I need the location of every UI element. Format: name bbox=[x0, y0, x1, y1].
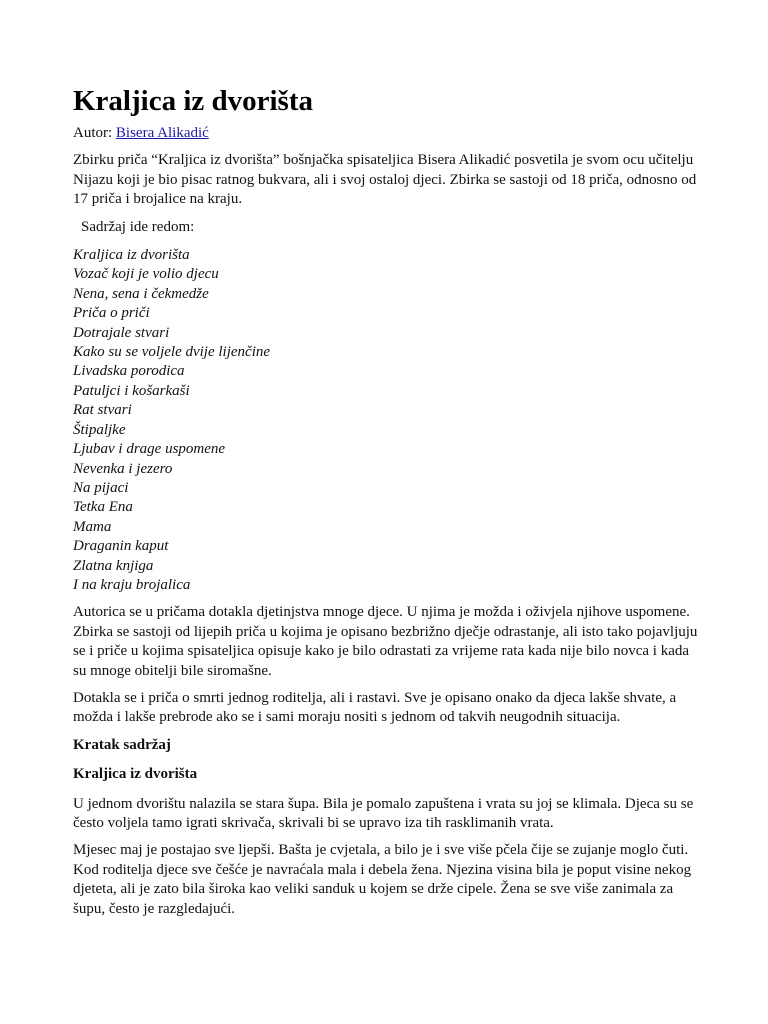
toc-item: Priča o priči bbox=[73, 305, 150, 322]
summary-heading: Kratak sadržaj bbox=[73, 736, 171, 753]
body-paragraph: Autorica se u pričama dotakla djetinjstva mnoge djece. U njima je možda i oživjela njihove uspomene. Zbirka se sastoji od lijepih priča u kojima je opisano bezbrižno dječje odrastanje, ali isto tako pojavljuju se i priče u kojima spisateljica opisuje kako je bilo odrastati za vrijeme rata kada nije bilo novca i kada su mnoge obitelji bile siromašne. bbox=[73, 604, 698, 679]
toc-list bbox=[73, 246, 698, 595]
toc-item: Zlatna knjiga bbox=[73, 557, 154, 574]
toc-item: Nevenka i jezero bbox=[73, 460, 173, 477]
author-line bbox=[73, 124, 698, 143]
toc-item: Ljubav i drage uspomene bbox=[73, 441, 226, 458]
body-paragraph: Dotakla se i priča o smrti jednog roditelja, ali i rastavi. Sve je opisano onako da djeca lakše shvate, a možda i lakše prebrode ako se i sami moraju nositi s jednom od takvih neugodnih situacija. bbox=[73, 689, 677, 726]
toc-item: Mama bbox=[73, 518, 112, 535]
story-paragraph: Mjesec maj je postajao sve ljepši. Bašta je cvjetala, a bilo je i sve više pčela čije se zujanje moglo čuti. Kod roditelja djece sve češće je navraćala mala i debela žena. Njezina visina bila je poput visine nekog djeteta, ali je zato bila široka kao veliki sanduk u kojem se drže cipele. Žena se sve više zanimala za šupu, često je razgledajući. bbox=[73, 842, 692, 917]
toc-item: Patuljci i košarkaši bbox=[73, 382, 190, 399]
toc-item: Rat stvari bbox=[73, 402, 132, 419]
page-title: Kraljica iz dvorišta bbox=[73, 85, 314, 117]
toc-item: Dotrajale stvari bbox=[73, 324, 170, 341]
toc-item: Na pijaci bbox=[73, 479, 129, 496]
toc-item: Kraljica iz dvorišta bbox=[73, 247, 190, 264]
author-link[interactable]: Bisera Alikadić bbox=[115, 125, 209, 141]
toc-item: Tetka Ena bbox=[73, 499, 133, 516]
document-page bbox=[73, 84, 698, 927]
toc-item: Kako su se voljele dvije lijenčine bbox=[73, 344, 271, 361]
author-label: Autor: bbox=[73, 125, 113, 141]
toc-item: Livadska porodica bbox=[73, 363, 185, 380]
toc-item: Štipaljke bbox=[73, 421, 126, 438]
toc-item: I na kraju brojalica bbox=[73, 576, 191, 593]
story-heading: Kraljica iz dvorišta bbox=[73, 766, 198, 783]
toc-item: Vozač koji je volio djecu bbox=[73, 266, 219, 283]
intro-paragraph: Zbirku priča “Kraljica iz dvorišta” bošnjačka spisateljica Bisera Alikadić posvetila je svom ocu učitelju Nijazu koji je bio pisac ratnog bukvara, ali i svoj ostaloj djeci. Zbirka se sastoji od 18 priča, odnosno od 17 priča i brojalice na kraju. bbox=[73, 152, 697, 208]
toc-item: Draganin kaput bbox=[73, 538, 169, 555]
toc-intro: Sadržaj ide redom: bbox=[81, 218, 195, 235]
toc-item: Nena, sena i čekmedže bbox=[73, 285, 209, 302]
story-paragraph: U jednom dvorištu nalazila se stara šupa. Bila je pomalo zapuštena i vrata su joj se klimala. Djeca su se često voljela tamo igrati skrivača, skrivali bi se upravo iza tih rasklimanih vrata. bbox=[73, 795, 694, 831]
